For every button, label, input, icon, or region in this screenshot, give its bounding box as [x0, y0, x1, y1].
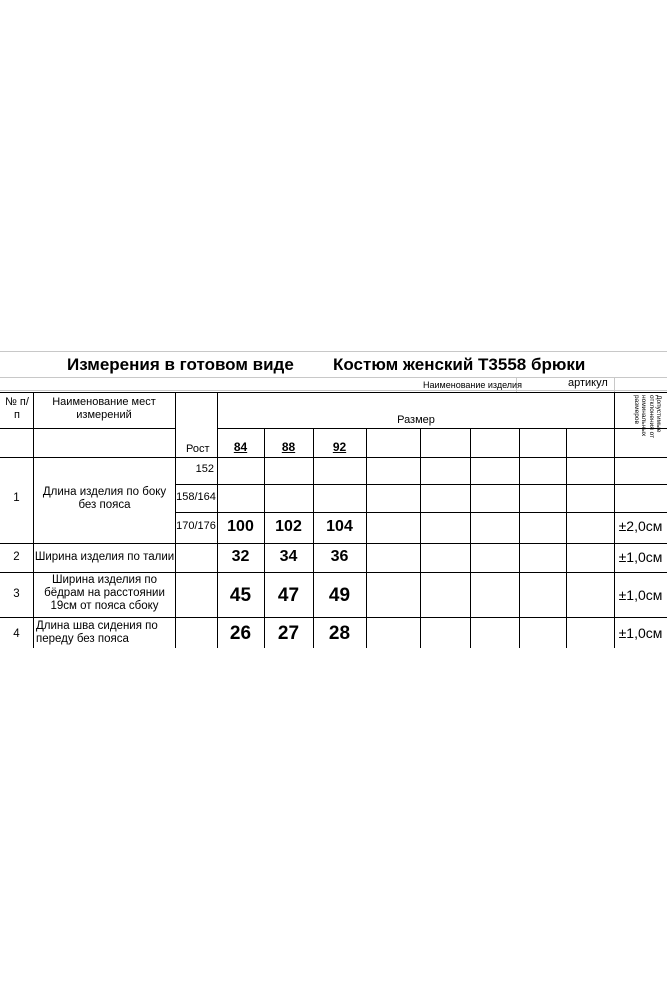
product-title: Костюм женский Т3558 брюки [333, 355, 586, 374]
grid-line [0, 392, 667, 393]
height-value: 158/164 [176, 491, 216, 503]
number-column-header: № п/п [5, 396, 29, 421]
size-column-header: Размер [397, 414, 435, 426]
measurement-value: 45 [229, 585, 252, 606]
grid-line [313, 428, 314, 648]
measurement-value: 28 [328, 623, 351, 644]
grid-line [614, 377, 615, 392]
row-number: 2 [13, 551, 20, 563]
tolerance-value: ±1,0см [618, 625, 663, 641]
measurement-value: 36 [330, 548, 349, 565]
grid-line [566, 428, 567, 648]
row-number: 1 [13, 492, 20, 504]
name-column-header: Наименование мест измерений [52, 396, 156, 421]
measurement-name: Ширина изделия по бёдрам на расстоянии 19см от пояса сбоку [44, 574, 165, 613]
size-label: 84 [233, 440, 248, 454]
row-number: 3 [13, 588, 20, 600]
grid-line [217, 428, 667, 429]
tolerance-column-header: Допустимые отклонения от номинальных размеров [632, 395, 662, 439]
grid-line [0, 428, 175, 429]
measurement-name: Длина изделия по боку без пояса [42, 486, 167, 512]
grid-line [264, 428, 265, 648]
measurement-value: 104 [326, 518, 353, 535]
measurement-name: Ширина изделия по талии [34, 551, 175, 563]
grid-line [519, 428, 520, 648]
measurement-value: 49 [328, 585, 351, 606]
size-label: 92 [332, 440, 347, 454]
measurement-value: 26 [229, 623, 252, 644]
tolerance-value: ±1,0см [618, 549, 663, 565]
measurement-value: 34 [279, 548, 298, 565]
article-label: артикул [568, 377, 608, 389]
grid-line [366, 428, 367, 648]
tolerance-value: ±2,0см [618, 518, 663, 534]
measurement-value: 27 [277, 623, 300, 644]
size-label: 88 [281, 440, 296, 454]
product-name-label: Наименование изделия [423, 380, 522, 390]
height-value: 152 [195, 463, 214, 475]
height-label: Рост [186, 443, 210, 455]
measurement-value: 100 [227, 518, 254, 535]
page-title: Измерения в готовом виде [67, 355, 294, 374]
measurement-value: 102 [275, 518, 302, 535]
grid-line [0, 377, 667, 378]
tolerance-value: ±1,0см [618, 587, 663, 603]
grid-line [175, 484, 667, 485]
grid-line [420, 428, 421, 648]
grid-line [470, 428, 471, 648]
grid-line [175, 512, 667, 513]
measurement-name: Длина шва сидения по переду без пояса [36, 620, 158, 646]
measurement-value: 32 [231, 548, 250, 565]
height-value: 170/176 [176, 520, 216, 532]
row-number: 4 [13, 628, 20, 640]
grid-line [0, 351, 667, 352]
grid-line [0, 390, 667, 391]
measurement-value: 47 [277, 585, 300, 606]
